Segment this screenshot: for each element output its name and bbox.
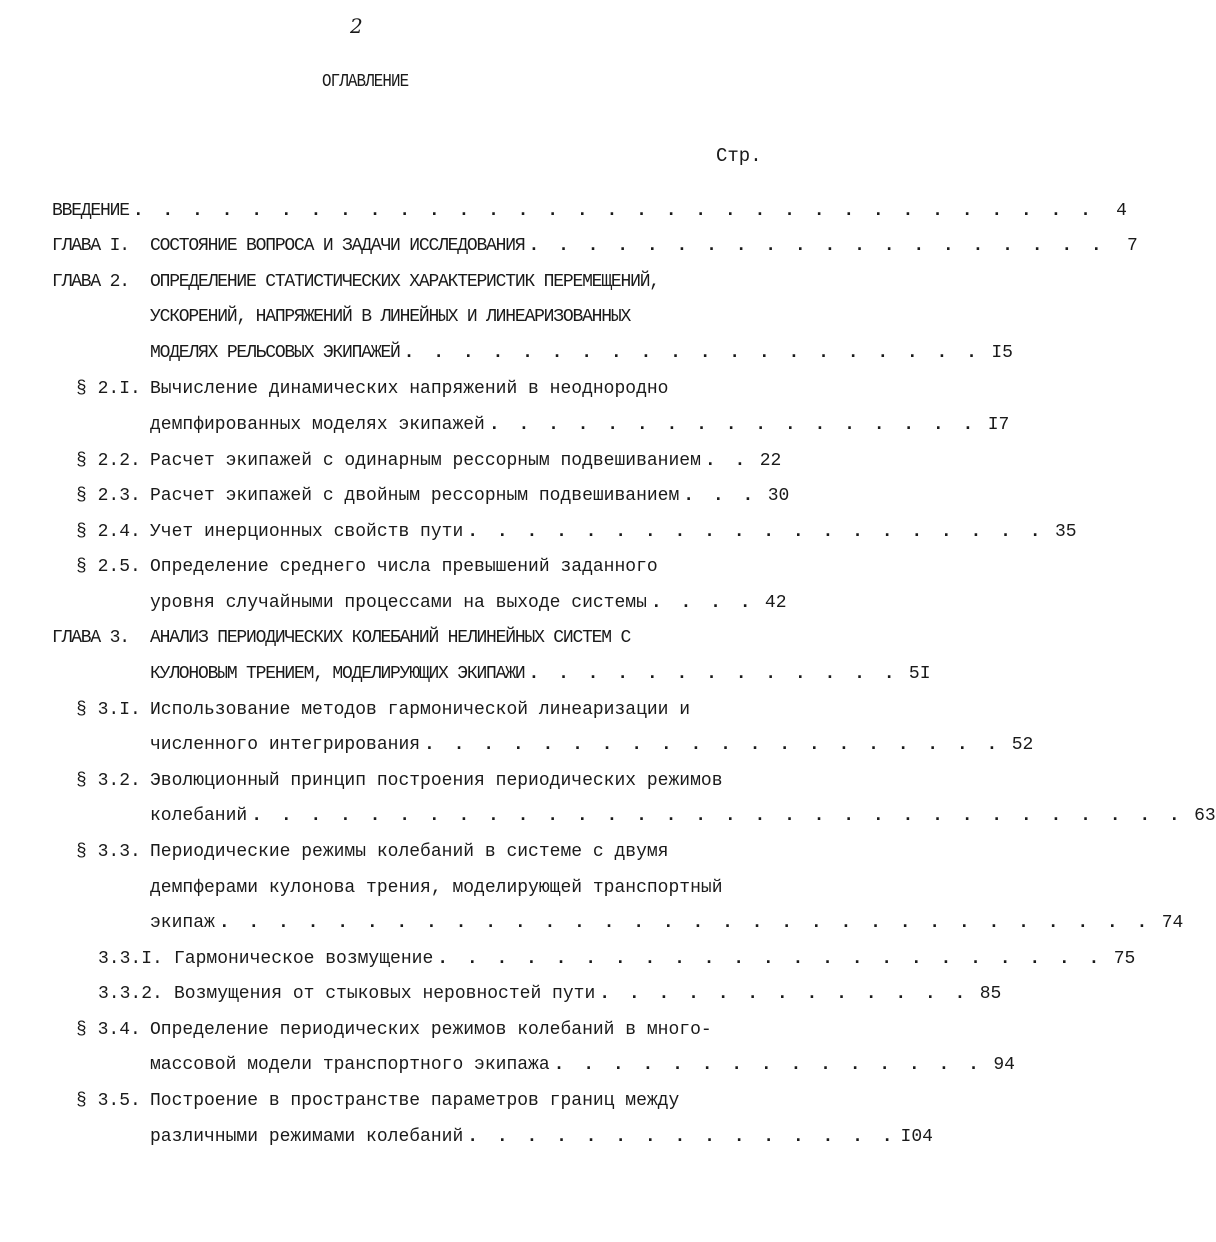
toc-entry-number: § 3.I. [76,700,141,720]
toc-entry-section-2-2 [150,446,782,476]
leader-dots: . . . . . . . . . . . . . . . [553,1055,983,1075]
toc-entry-text: уровня случайными процессами на выходе системы [150,593,647,613]
toc-entry-section-3-2-line-2 [150,801,1216,831]
toc-entry-text: численного интегрирования [150,735,421,755]
toc-entry-section-2-1-line-2 [150,410,1010,440]
leader-dots: . . . . . . . . . . . . . . . . . . . . [424,735,1002,755]
leader-dots: . . [704,451,750,471]
toc-entry-section-2-3 [150,481,790,511]
leader-dots: . . . . . . . . . . . . . . . . . [488,415,978,435]
toc-entry-text: ВВЕДЕНИЕ [52,201,129,221]
toc-entry-section-2-4 [150,517,1077,547]
toc-entry-subsection-3-3-1 [174,944,1136,974]
toc-entry-section-3-3-line-3 [150,908,1184,938]
toc-entry-text: Учет инерционных свойств пути [150,522,464,542]
toc-entry-section-2-5-line-2 [150,588,787,618]
toc-page-number: I5 [991,343,1013,363]
page-column-header: Стр. [716,145,762,167]
toc-section-2-5-number [76,552,141,582]
toc-page-number: I7 [987,415,1010,435]
toc-section-2-1-number [76,374,141,404]
toc-entry-chapter-2-line-2 [150,302,630,332]
toc-entry-text: массовой модели транспортного экипажа [150,1055,550,1075]
toc-section-2-3-number [76,481,141,511]
toc-entry-section-3-1-line-1 [150,695,690,725]
toc-entry-number: § 3.3. [76,842,141,862]
toc-section-2-4-number [76,517,141,547]
toc-entry-section-3-3-line-2 [150,873,723,903]
toc-entry-text: МОДЕЛЯХ РЕЛЬСОВЫХ ЭКИПАЖЕЙ [150,343,400,363]
toc-entry-number: ГЛАВА I. [52,236,129,256]
toc-section-3-4-number [76,1015,141,1045]
toc-section-3-5-number [76,1086,141,1116]
toc-page-number: 4 [1116,201,1127,221]
toc-entry-text: КУЛОНОВЫМ ТРЕНИЕМ, МОДЕЛИРУЮЩИХ ЭКИПАЖИ [150,664,525,684]
toc-entry-section-3-5-line-1 [150,1086,679,1116]
toc-page-number: 52 [1011,735,1034,755]
leader-dots: . . . . . . . . . . . . . . . . . . . . [467,522,1045,542]
toc-entry-number: ГЛАВА 2. [52,272,129,292]
toc-entry-number: ГЛАВА 3. [52,628,129,648]
toc-page-number: 94 [993,1055,1015,1075]
leader-dots: . . . . . . . . . . . . . . . . . . . . . . . . . . . . . . . . . [132,201,1095,221]
leader-dots: . . . . . . . . . . . . . [599,984,970,1004]
toc-entry-number: 3.3.I. [98,949,163,969]
toc-entry-text: УСКОРЕНИЙ, НАПРЯЖЕНИЙ В ЛИНЕЙНЫХ И ЛИНЕАРИЗОВАННЫХ [150,307,631,327]
toc-page-number: 35 [1054,522,1077,542]
toc-chapter-1-number [52,231,129,261]
toc-entry-text: Построение в пространстве параметров границ между [150,1091,680,1111]
toc-entry-chapter-3-line-2 [150,659,931,689]
toc-entry-text: Расчет экипажей с двойным рессорным подвешиванием [150,486,680,506]
leader-dots: . . . . . . . . . . . . . . . [467,1127,897,1147]
toc-page-number: 74 [1161,913,1184,933]
toc-entry-text: Определение среднего числа превышений заданного [150,557,658,577]
toc-entry-text: Возмущения от стыковых неровностей пути [174,984,596,1004]
toc-entry-text: Использование методов гармонической линеаризации и [150,700,691,720]
toc-entry-section-3-1-line-2 [150,730,1034,760]
toc-entry-text: Вычисление динамических напряжений в неоднородно [150,379,669,399]
toc-subsection-3-3-2-number [98,979,163,1009]
leader-dots: . . . . . . . . . . . . . . . . . . . . . . . [437,949,1104,969]
toc-entry-text: ОПРЕДЕЛЕНИЕ СТАТИСТИЧЕСКИХ ХАРАКТЕРИСТИК ПЕРЕМЕЩЕНИЙ, [150,272,659,292]
toc-page-number: 63 [1194,806,1216,826]
page-number: 2 [350,14,363,38]
toc-entry-chapter-1 [150,231,1138,261]
toc-entry-section-3-5-line-2 [150,1122,933,1152]
toc-entry-number: § 3.5. [76,1091,141,1111]
toc-entry-text: экипаж [150,913,215,933]
leader-dots: . . . . . . . . . . . . . . . . . . . . . . . . . . . . . . . . [251,806,1184,826]
toc-entry-chapter-2-line-1 [150,267,659,297]
toc-chapter-2-number [52,267,129,297]
leader-dots: . . . . . . . . . . . . . . . . . . . . . . . . . . . . . . . . [218,913,1152,933]
toc-entry-text: различными режимами колебаний [150,1127,464,1147]
leader-dots: . . . . [650,593,755,613]
toc-entry-intro [52,196,1127,226]
toc-page-number: I04 [900,1127,933,1147]
toc-page-number: 30 [767,486,790,506]
toc-entry-subsection-3-3-2 [174,979,1002,1009]
toc-entry-number: § 2.4. [76,522,141,542]
toc-entry-text: АНАЛИЗ ПЕРИОДИЧЕСКИХ КОЛЕБАНИЙ НЕЛИНЕЙНЫХ СИСТЕМ С [150,628,631,648]
leader-dots: . . . [683,486,758,506]
toc-entry-section-3-3-line-1 [150,837,668,867]
toc-entry-number: § 3.4. [76,1020,141,1040]
toc-entry-text: СОСТОЯНИЕ ВОПРОСА И ЗАДАЧИ ИССЛЕДОВАНИЯ [150,236,525,256]
toc-entry-text: демпфированных моделях экипажей [150,415,485,435]
toc-subsection-3-3-1-number [98,944,163,974]
toc-section-3-2-number [76,766,141,796]
toc-entry-section-2-1-line-1 [150,374,668,404]
leader-dots: . . . . . . . . . . . . . . . . . . . . [403,343,981,363]
leader-dots: . . . . . . . . . . . . . . . . . . . . [528,236,1106,256]
toc-page-number: 22 [759,451,782,471]
toc-entry-number: § 2.3. [76,486,141,506]
toc-page-number: 5I [908,664,931,684]
toc-entry-text: демпферами кулонова трения, моделирующей транспортный [150,878,723,898]
toc-entry-text: Определение периодических режимов колебаний в много- [150,1020,712,1040]
toc-chapter-3-number [52,623,129,653]
toc-entry-number: § 2.I. [76,379,141,399]
toc-entry-section-3-4-line-1 [150,1015,712,1045]
toc-entry-number: § 2.2. [76,451,141,471]
toc-entry-number: 3.3.2. [98,984,163,1004]
document-title: ОГЛАВЛЕНИЕ [322,72,409,92]
toc-page-number: 7 [1126,236,1138,256]
toc-entry-text: колебаний [150,806,248,826]
toc-entry-chapter-2-line-3 [150,338,1013,368]
toc-entry-number: § 3.2. [76,771,141,791]
toc-page-number: 85 [979,984,1002,1004]
toc-entry-text: Эволюционный принцип построения периодических режимов [150,771,723,791]
toc-entry-section-3-4-line-2 [150,1050,1015,1080]
toc-entry-text: Гармоническое возмущение [174,949,434,969]
toc-section-3-1-number [76,695,141,725]
toc-section-2-2-number [76,446,141,476]
toc-entry-chapter-3-line-1 [150,623,630,653]
toc-entry-text: Расчет экипажей с одинарным рессорным подвешиванием [150,451,701,471]
toc-entry-number: § 2.5. [76,557,141,577]
toc-section-3-3-number [76,837,141,867]
toc-page-number: 42 [764,593,787,613]
toc-page-number: 75 [1113,949,1136,969]
leader-dots: . . . . . . . . . . . . . [528,664,899,684]
toc-entry-section-3-2-line-1 [150,766,723,796]
toc-entry-text: Периодические режимы колебаний в системе с двумя [150,842,669,862]
toc-entry-section-2-5-line-1 [150,552,658,582]
